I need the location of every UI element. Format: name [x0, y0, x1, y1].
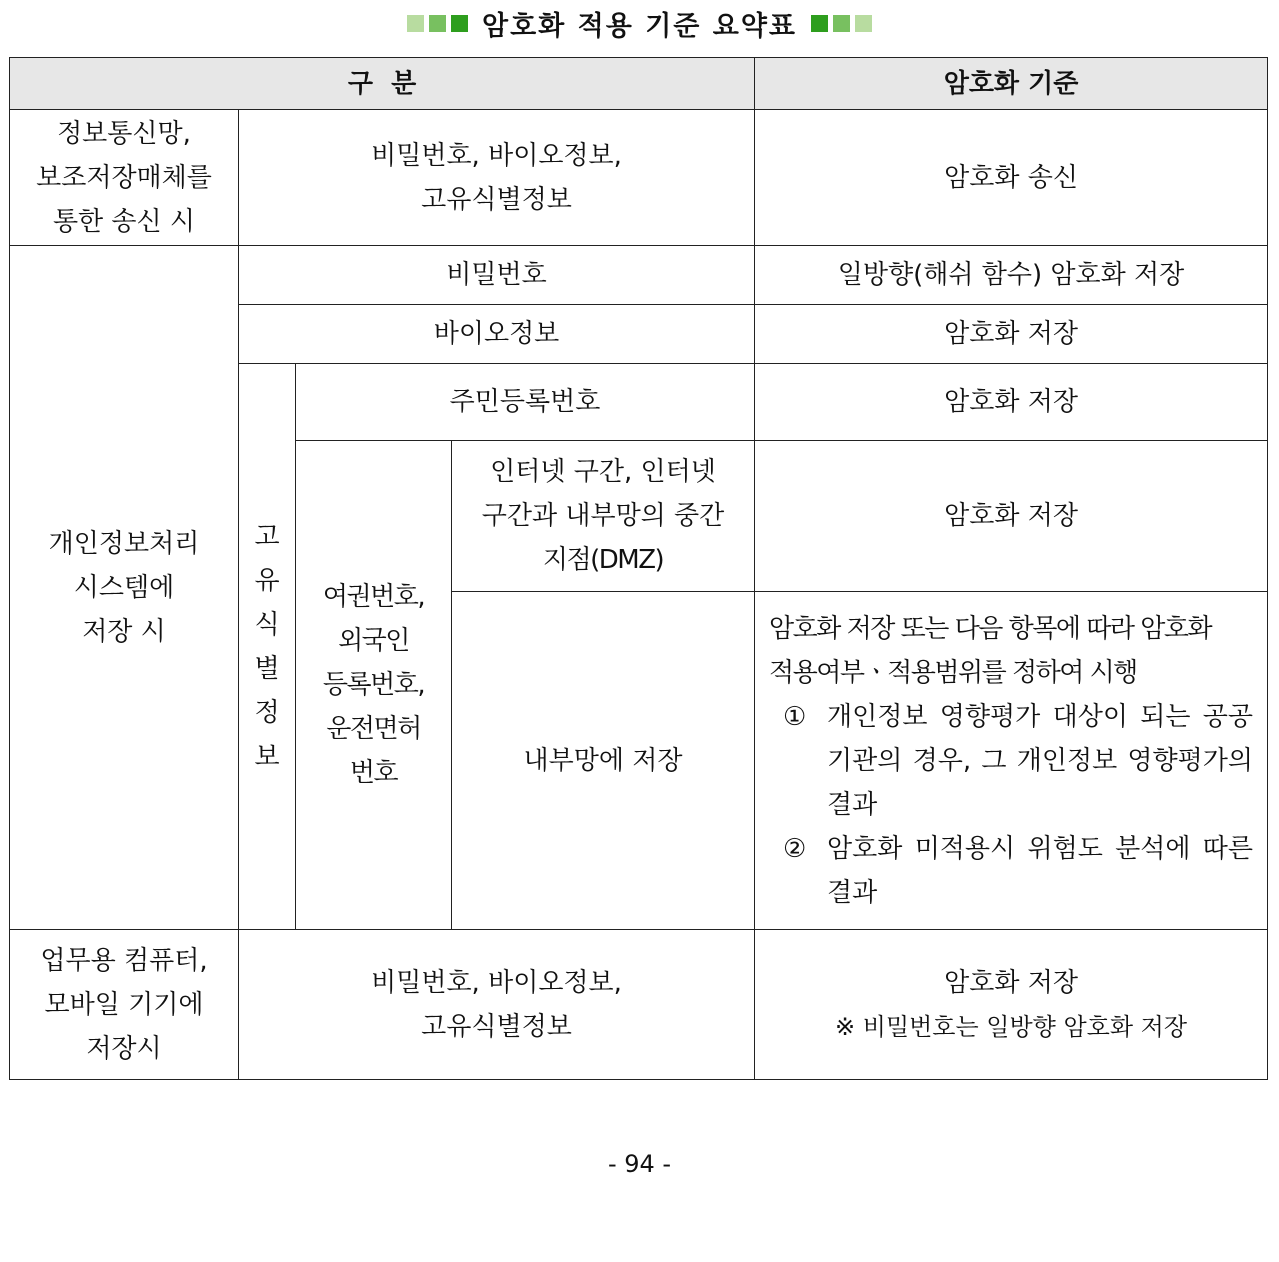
page-title: 암호화 적용 기준 요약표	[481, 10, 798, 42]
page-title-bar	[0, 0, 1279, 46]
square-icon	[811, 15, 828, 32]
square-icon	[833, 15, 850, 32]
device-items: 비밀번호, 바이오정보, 고유식별정보	[239, 930, 755, 1080]
storage-password-criteria: 일방향(해쉬 함수) 암호화 저장	[755, 246, 1268, 305]
square-icon	[855, 15, 872, 32]
transmit-scope: 정보통신망, 보조저장매체를 통한 송신 시	[10, 110, 239, 246]
storage-internal-criteria: 암호화 저장 또는 다음 항목에 따라 암호화 적용여부ㆍ적용범위를 정하여 시행 ① 개인정보 영향평가 대상이 되는 공공기관의 경우, 그 개인정보 영향평가의 결과 ② 암호화 미적용시 위험도 분석에 따른 결과	[755, 592, 1268, 930]
header-criteria: 암호화 기준	[755, 58, 1268, 110]
storage-bio-criteria: 암호화 저장	[755, 305, 1268, 364]
storage-bio-item: 바이오정보	[239, 305, 755, 364]
encryption-criteria-table	[9, 57, 1268, 1080]
storage-others-item: 여권번호, 외국인 등록번호, 운전면허 번호	[296, 441, 452, 930]
storage-scope: 개인정보처리 시스템에 저장 시	[10, 246, 239, 930]
unique-id-label: 고 유 식 별 정 보	[239, 364, 296, 930]
list-item: ① 개인정보 영향평가 대상이 되는 공공기관의 경우, 그 개인정보 영향평가의 결과	[783, 701, 1254, 820]
storage-dmz-location: 인터넷 구간, 인터넷 구간과 내부망의 중간 지점(DMZ)	[452, 441, 755, 592]
table-row	[10, 246, 1268, 305]
storage-rrn-item: 주민등록번호	[296, 364, 755, 441]
table-header-row	[10, 58, 1268, 110]
table-row	[10, 930, 1268, 1080]
header-category: 구 분	[10, 58, 755, 110]
storage-internal-location: 내부망에 저장	[452, 592, 755, 930]
transmit-items: 비밀번호, 바이오정보, 고유식별정보	[239, 110, 755, 246]
device-criteria: 암호화 저장 ※ 비밀번호는 일방향 암호화 저장	[755, 930, 1268, 1080]
square-icon	[429, 15, 446, 32]
table-row	[10, 110, 1268, 246]
transmit-criteria: 암호화 송신	[755, 110, 1268, 246]
title-decoration-right	[811, 15, 872, 32]
page-number: - 94 -	[607, 1150, 672, 1178]
storage-password-item: 비밀번호	[239, 246, 755, 305]
device-note: ※ 비밀번호는 일방향 암호화 저장	[835, 1012, 1188, 1041]
storage-dmz-criteria: 암호화 저장	[755, 441, 1268, 592]
square-icon	[407, 15, 424, 32]
square-icon	[451, 15, 468, 32]
list-item: ② 암호화 미적용시 위험도 분석에 따른 결과	[783, 833, 1254, 908]
device-scope: 업무용 컴퓨터, 모바일 기기에 저장시	[10, 930, 239, 1080]
storage-rrn-criteria: 암호화 저장	[755, 364, 1268, 441]
title-decoration-left	[407, 15, 468, 32]
